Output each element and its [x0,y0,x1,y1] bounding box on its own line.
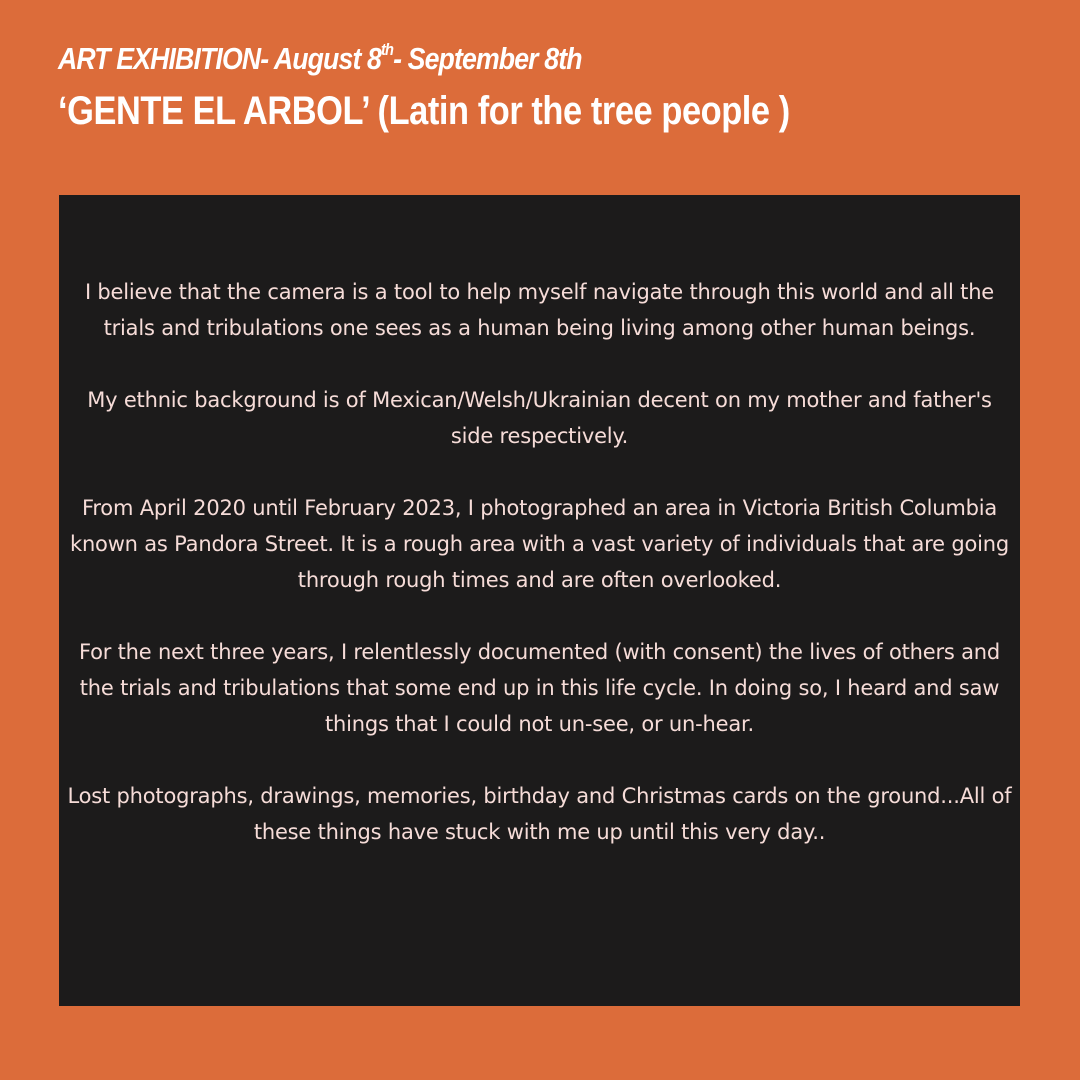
statement-paragraph-4: For the next three years, I relentlessly documented (with consent) the lives of others and the trials and tribulations that some end up in this life cycle. In doing so, I heard and saw things that I could not un-see, or un-hear. [78,640,1001,736]
statement-paragraph-2: My ethnic background is of Mexican/Welsh/Ukrainian decent on my mother and father's side respectively. [87,388,992,448]
exhibition-title: ‘GENTE EL ARBOL’ (Latin for the tree people ) [58,89,790,133]
statement-paragraph-5: Lost photographs, drawings, memories, birthday and Christmas cards on the ground...All of these things have stuck with me up until this very day.. [67,784,1012,844]
exhibition-header [58,40,1038,134]
dates-ordinal-suffix: th [380,40,394,59]
dates-suffix: - September 8th [393,41,582,76]
statement-paragraph-1: I believe that the camera is a tool to help myself navigate through this world and all the trials and tribulations one sees as a human being living among other human beings. [84,280,995,340]
exhibition-dates [58,40,901,78]
dates-prefix: ART EXHIBITION- August 8 [58,41,381,76]
artist-statement-panel [59,195,1020,1006]
statement-paragraph-3: From April 2020 until February 2023, I photographed an area in Victoria British Columbia known as Pandora Street. It is a rough area with a vast variety of individuals that are going through rough times and are often overlooked. [69,496,1010,592]
